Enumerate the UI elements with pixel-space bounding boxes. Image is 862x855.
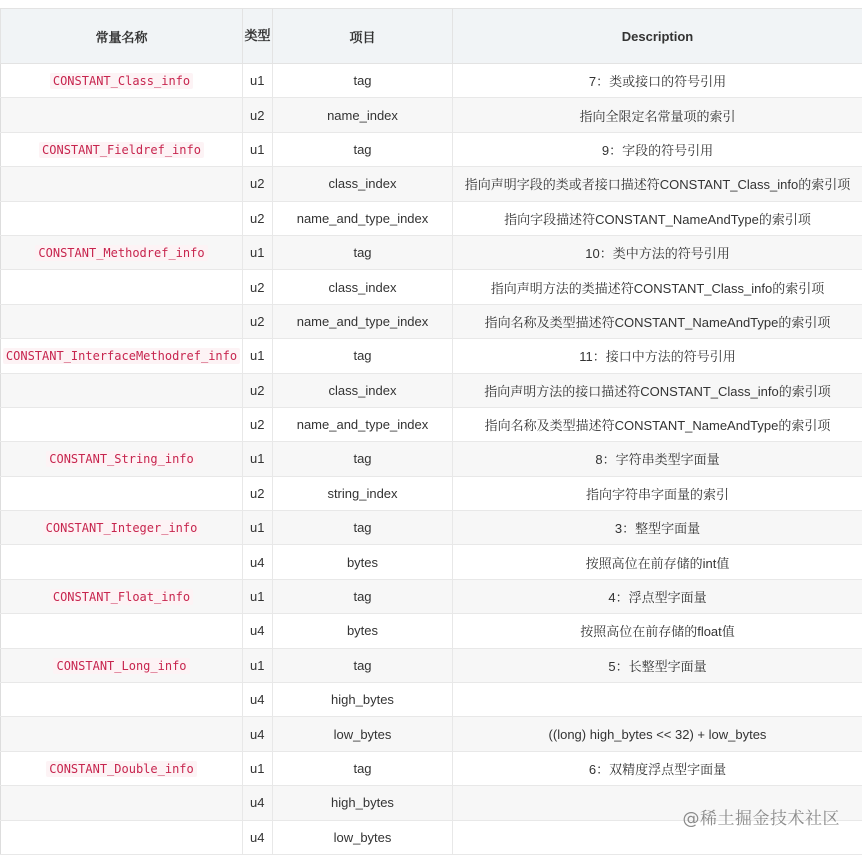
cell-description: 按照高位在前存储的int值: [453, 545, 862, 579]
cell-item: name_and_type_index: [273, 304, 453, 338]
table-row: [1, 648, 862, 682]
cell-description: 指向名称及类型描述符CONSTANT_NameAndType的索引项: [453, 304, 862, 338]
watermark: @稀土掘金技术社区: [683, 804, 841, 829]
table-row: [1, 132, 862, 166]
cell-type: u1: [243, 235, 273, 269]
cell-type: u1: [243, 64, 273, 98]
cell-constant-name: [1, 786, 243, 820]
cell-constant-name: [1, 751, 243, 785]
cell-constant-name: [1, 339, 243, 373]
cell-description: 按照高位在前存储的float值: [453, 614, 862, 648]
cell-item: low_bytes: [273, 820, 453, 854]
cell-type: u4: [243, 717, 273, 751]
cell-constant-name: [1, 442, 243, 476]
cell-item: class_index: [273, 270, 453, 304]
constant-name-code: CONSTANT_Float_info: [50, 589, 193, 605]
cell-type: u2: [243, 407, 273, 441]
cell-description: [453, 683, 862, 717]
cell-type: u1: [243, 339, 273, 373]
cell-description: 6：双精度浮点型字面量: [453, 751, 862, 785]
cell-item: bytes: [273, 545, 453, 579]
constant-name-code: CONSTANT_Long_info: [53, 658, 189, 674]
constant-name-code: CONSTANT_Methodref_info: [35, 245, 207, 261]
cell-type: u2: [243, 270, 273, 304]
cell-type: u1: [243, 511, 273, 545]
cell-constant-name: [1, 476, 243, 510]
header-description: Description: [453, 9, 862, 64]
cell-type: u2: [243, 98, 273, 132]
table-row: [1, 339, 862, 373]
cell-item: tag: [273, 339, 453, 373]
cell-description: 10：类中方法的符号引用: [453, 235, 862, 269]
cell-item: high_bytes: [273, 786, 453, 820]
table-row: [1, 717, 862, 751]
cell-constant-name: [1, 64, 243, 98]
cell-type: u2: [243, 476, 273, 510]
cell-item: tag: [273, 751, 453, 785]
cell-constant-name: [1, 98, 243, 132]
cell-constant-name: [1, 235, 243, 269]
header-name: 常量名称: [1, 9, 243, 64]
cell-type: u2: [243, 201, 273, 235]
cell-type: u2: [243, 304, 273, 338]
constant-pool-table: [0, 8, 862, 855]
cell-item: name_and_type_index: [273, 201, 453, 235]
cell-description: 指向全限定名常量项的索引: [453, 98, 862, 132]
cell-description: 指向声明方法的类描述符CONSTANT_Class_info的索引项: [453, 270, 862, 304]
cell-constant-name: [1, 373, 243, 407]
cell-type: u1: [243, 132, 273, 166]
cell-description: 5：长整型字面量: [453, 648, 862, 682]
cell-description: 指向声明字段的类或者接口描述符CONSTANT_Class_info的索引项: [453, 167, 862, 201]
cell-type: u4: [243, 614, 273, 648]
table-row: [1, 167, 862, 201]
cell-item: tag: [273, 579, 453, 613]
table-row: [1, 407, 862, 441]
constant-name-code: CONSTANT_Fieldref_info: [39, 142, 204, 158]
cell-constant-name: [1, 820, 243, 854]
table-row: [1, 64, 862, 98]
table-row: [1, 201, 862, 235]
cell-item: name_index: [273, 98, 453, 132]
table-row: [1, 98, 862, 132]
cell-constant-name: [1, 407, 243, 441]
constant-name-code: CONSTANT_Integer_info: [43, 520, 201, 536]
cell-description: 4：浮点型字面量: [453, 579, 862, 613]
cell-item: low_bytes: [273, 717, 453, 751]
cell-item: tag: [273, 648, 453, 682]
table-row: [1, 545, 862, 579]
header-item: 项目: [273, 9, 453, 64]
cell-type: u2: [243, 167, 273, 201]
cell-description: 指向字符串字面量的索引: [453, 476, 862, 510]
cell-item: tag: [273, 442, 453, 476]
cell-description: 指向名称及类型描述符CONSTANT_NameAndType的索引项: [453, 407, 862, 441]
cell-constant-name: [1, 511, 243, 545]
table-row: [1, 270, 862, 304]
cell-item: class_index: [273, 373, 453, 407]
cell-type: u1: [243, 579, 273, 613]
cell-description: 7：类或接口的符号引用: [453, 64, 862, 98]
cell-type: u4: [243, 786, 273, 820]
cell-type: u4: [243, 683, 273, 717]
cell-constant-name: [1, 717, 243, 751]
cell-constant-name: [1, 304, 243, 338]
cell-constant-name: [1, 132, 243, 166]
cell-description: 指向字段描述符CONSTANT_NameAndType的索引项: [453, 201, 862, 235]
table-row: [1, 304, 862, 338]
header-type: 类型: [243, 9, 273, 64]
constant-name-code: CONSTANT_Class_info: [50, 73, 193, 89]
cell-description: 3：整型字面量: [453, 511, 862, 545]
cell-description: 指向声明方法的接口描述符CONSTANT_Class_info的索引项: [453, 373, 862, 407]
cell-constant-name: [1, 614, 243, 648]
cell-constant-name: [1, 579, 243, 613]
cell-constant-name: [1, 167, 243, 201]
cell-description: 11：接口中方法的符号引用: [453, 339, 862, 373]
cell-item: tag: [273, 64, 453, 98]
cell-item: tag: [273, 235, 453, 269]
table-header-row: [1, 9, 862, 64]
table-body: [1, 64, 862, 855]
cell-item: high_bytes: [273, 683, 453, 717]
constant-name-code: CONSTANT_Double_info: [46, 761, 197, 777]
table-row: [1, 476, 862, 510]
cell-type: u1: [243, 751, 273, 785]
cell-description: ((long) high_bytes << 32) + low_bytes: [453, 717, 862, 751]
table-row: [1, 235, 862, 269]
table-row: [1, 442, 862, 476]
cell-constant-name: [1, 201, 243, 235]
cell-item: name_and_type_index: [273, 407, 453, 441]
cell-description: 9：字段的符号引用: [453, 132, 862, 166]
cell-constant-name: [1, 648, 243, 682]
table-row: [1, 614, 862, 648]
constant-name-code: CONSTANT_String_info: [46, 451, 197, 467]
cell-item: tag: [273, 132, 453, 166]
cell-type: u4: [243, 820, 273, 854]
cell-constant-name: [1, 270, 243, 304]
cell-type: u1: [243, 442, 273, 476]
table-row: [1, 751, 862, 785]
constant-name-code: CONSTANT_InterfaceMethodref_info: [3, 348, 240, 364]
cell-constant-name: [1, 545, 243, 579]
table-row: [1, 373, 862, 407]
table-row: [1, 579, 862, 613]
table-row: [1, 683, 862, 717]
cell-item: string_index: [273, 476, 453, 510]
cell-item: bytes: [273, 614, 453, 648]
cell-type: u1: [243, 648, 273, 682]
cell-type: u4: [243, 545, 273, 579]
cell-item: class_index: [273, 167, 453, 201]
cell-constant-name: [1, 683, 243, 717]
cell-item: tag: [273, 511, 453, 545]
table-row: [1, 511, 862, 545]
cell-type: u2: [243, 373, 273, 407]
cell-description: 8：字符串类型字面量: [453, 442, 862, 476]
